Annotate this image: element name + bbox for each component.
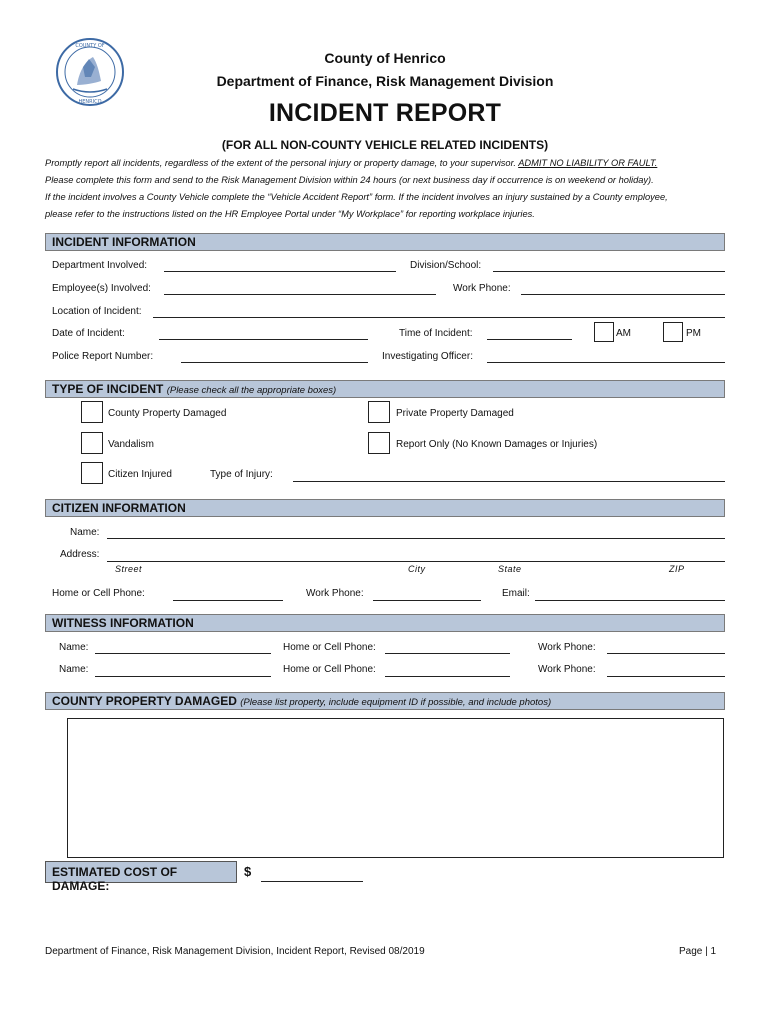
department-label: Department Involved: — [52, 260, 148, 271]
report-only-checkbox[interactable] — [368, 432, 390, 454]
liability-warning: ADMIT NO LIABILITY OR FAULT. — [518, 158, 658, 168]
witness-1-work-phone-label: Work Phone: — [538, 642, 596, 653]
section-note: (Please list property, include equipment ID if possible, and include photos) — [240, 697, 552, 708]
witness-2-work-phone-field[interactable] — [607, 676, 725, 677]
private-property-label: Private Property Damaged — [396, 408, 514, 419]
department-field[interactable] — [164, 271, 396, 272]
time-label: Time of Incident: — [399, 328, 473, 339]
work-phone-label: Work Phone: — [453, 283, 511, 294]
estimated-cost-label-box — [45, 861, 237, 893]
report-only-label: Report Only (No Known Damages or Injuries) — [396, 439, 598, 450]
page-title: INCIDENT REPORT — [268, 99, 502, 127]
pm-checkbox[interactable] — [663, 322, 683, 342]
witness-2-home-phone-field[interactable] — [385, 676, 510, 677]
intro-line-3: If the incident involves a County Vehicle complete the “Vehicle Accident Report” form. If the incident involves an injury sustained by a County employee, — [45, 192, 668, 202]
county-property-checkbox[interactable] — [81, 401, 103, 423]
county-name: County of Henrico — [324, 50, 446, 66]
division-label: Division/School: — [410, 260, 482, 271]
date-label: Date of Incident: — [52, 328, 125, 339]
section-title: INCIDENT INFORMATION — [52, 235, 196, 249]
property-description-box[interactable] — [67, 718, 724, 858]
address-label: Address: — [60, 549, 100, 560]
am-checkbox[interactable] — [594, 322, 614, 342]
type-of-incident-header — [45, 380, 725, 398]
witness-2-name-label: Name: — [59, 664, 89, 675]
estimated-cost-label: ESTIMATED COST OF DAMAGE: — [52, 865, 178, 893]
location-label: Location of Incident: — [52, 306, 142, 317]
section-title: WITNESS INFORMATION — [52, 616, 194, 630]
citizen-home-phone-field[interactable] — [173, 600, 283, 601]
police-report-field[interactable] — [181, 362, 368, 363]
type-of-injury-label: Type of Injury: — [210, 469, 273, 480]
officer-field[interactable] — [487, 362, 725, 363]
citizen-info-header — [45, 499, 725, 517]
citizen-name-field[interactable] — [107, 538, 725, 539]
private-property-checkbox[interactable] — [368, 401, 390, 423]
date-field[interactable] — [159, 339, 368, 340]
citizen-work-phone-label: Work Phone: — [306, 588, 364, 599]
city-sublabel: City — [408, 564, 426, 574]
type-of-injury-field[interactable] — [293, 481, 725, 482]
street-sublabel: Street — [115, 564, 143, 574]
page-number: Page | 1 — [679, 946, 717, 957]
citizen-name-label: Name: — [70, 527, 100, 538]
footer-text: Department of Finance, Risk Management Division, Incident Report, Revised 08/2019 — [45, 946, 425, 957]
witness-1-name-label: Name: — [59, 642, 89, 653]
section-title-text: TYPE OF INCIDENT — [52, 382, 164, 396]
officer-label: Investigating Officer: — [382, 351, 473, 362]
witness-1-work-phone-field[interactable] — [607, 653, 725, 654]
work-phone-field[interactable] — [521, 294, 725, 295]
citizen-work-phone-field[interactable] — [373, 600, 481, 601]
email-label: Email: — [502, 588, 530, 599]
currency-symbol: $ — [244, 864, 252, 879]
employees-label: Employee(s) Involved: — [52, 283, 151, 294]
pm-label: PM — [686, 328, 701, 339]
citizen-home-phone-label: Home or Cell Phone: — [52, 588, 145, 599]
witness-1-home-phone-label: Home or Cell Phone: — [283, 642, 376, 653]
county-property-label: County Property Damaged — [108, 408, 227, 419]
division-field[interactable] — [493, 271, 725, 272]
state-sublabel: State — [498, 564, 522, 574]
section-title-text: COUNTY PROPERTY DAMAGED — [52, 694, 237, 708]
incident-info-header — [45, 233, 725, 251]
intro-line-2: Please complete this form and send to the Risk Management Division within 24 hours (or next business day if occurrence is on weekend or holiday). — [45, 175, 654, 185]
witness-info-header — [45, 614, 725, 632]
county-seal-logo — [55, 37, 125, 107]
witness-1-name-field[interactable] — [95, 653, 271, 654]
time-field[interactable] — [487, 339, 572, 340]
county-property-header — [45, 692, 725, 710]
witness-2-home-phone-label: Home or Cell Phone: — [283, 664, 376, 675]
intro-text: Promptly report all incidents, regardless of the extent of the personal injury or property damage, to your supervisor. — [45, 158, 516, 168]
department-name: Department of Finance, Risk Management Division — [216, 73, 554, 89]
section-title — [52, 694, 551, 708]
witness-1-home-phone-field[interactable] — [385, 653, 510, 654]
location-field[interactable] — [153, 317, 725, 318]
intro-line-1 — [45, 155, 730, 172]
page-subtitle: (FOR ALL NON-COUNTY VEHICLE RELATED INCIDENTS) — [221, 138, 549, 152]
witness-2-name-field[interactable] — [95, 676, 271, 677]
police-report-label: Police Report Number: — [52, 351, 154, 362]
svg-text:COUNTY OF: COUNTY OF — [75, 43, 105, 49]
am-label: AM — [616, 328, 631, 339]
vandalism-label: Vandalism — [108, 439, 154, 450]
witness-2-work-phone-label: Work Phone: — [538, 664, 596, 675]
zip-sublabel: ZIP — [669, 564, 685, 574]
section-title: CITIZEN INFORMATION — [52, 501, 186, 515]
email-field[interactable] — [535, 600, 725, 601]
citizen-injured-label: Citizen Injured — [108, 469, 172, 480]
estimated-cost-field[interactable] — [261, 881, 363, 882]
svg-text:HENRICO: HENRICO — [78, 99, 102, 105]
intro-line-4: please refer to the instructions listed on the HR Employee Portal under “My Workplace” for reporting workplace injuries. — [45, 209, 535, 219]
citizen-injured-checkbox[interactable] — [81, 462, 103, 484]
address-field[interactable] — [107, 561, 725, 562]
vandalism-checkbox[interactable] — [81, 432, 103, 454]
employees-field[interactable] — [164, 294, 436, 295]
section-title — [52, 382, 336, 396]
section-note: (Please check all the appropriate boxes) — [166, 385, 337, 396]
